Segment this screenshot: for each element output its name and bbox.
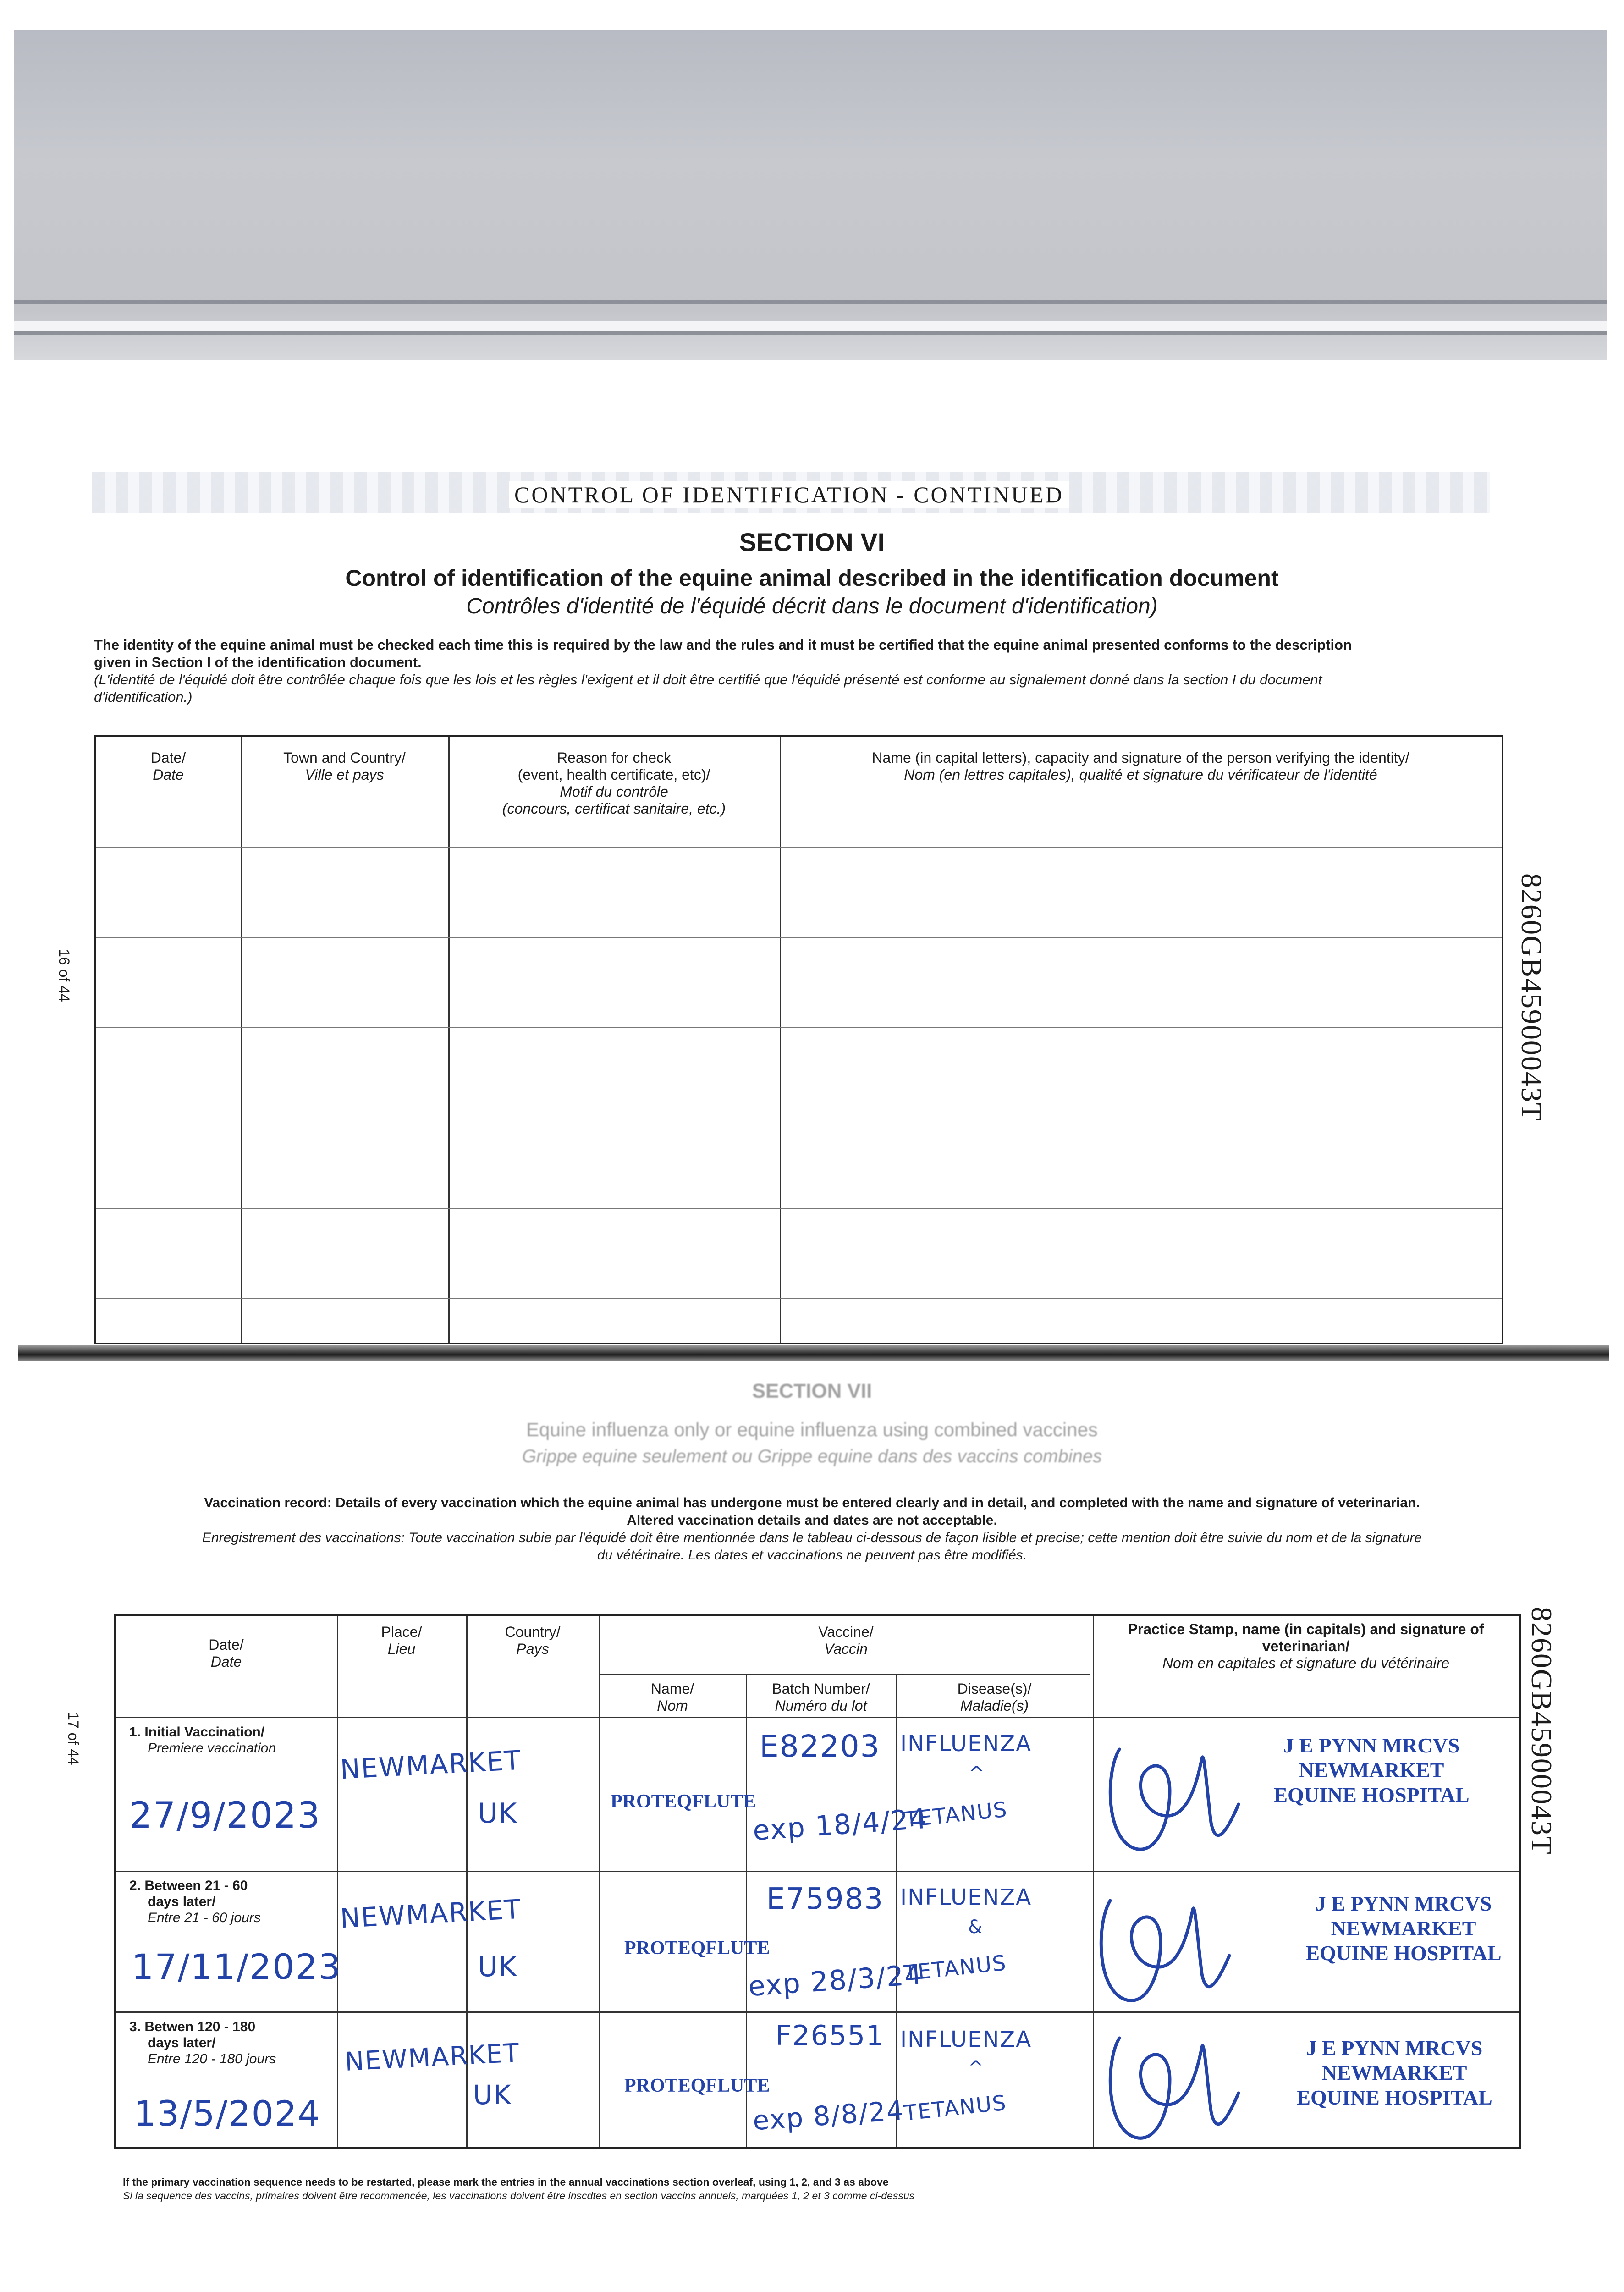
vet-stamp xyxy=(1229,1733,1514,1807)
col-header-place xyxy=(337,1624,466,1658)
row-disease-2: TETANUS xyxy=(903,1950,1008,1986)
column-divider xyxy=(337,1616,338,2147)
page-number-16: 16 of 44 xyxy=(56,949,72,1002)
col-header-reason-fr: (concours, certificat sanitaire, etc.) xyxy=(502,800,726,817)
passport-number-lower: 8260GB45900043T xyxy=(1525,1607,1558,1855)
row-divider xyxy=(116,2011,1519,2013)
col-header-stamp-fr: Nom en capitales et signature du vétérinaire xyxy=(1162,1655,1450,1671)
row-batch: E82203 xyxy=(760,1729,881,1764)
row-divider xyxy=(96,1298,1502,1299)
row-vaccine-name: PROTEQFLUTE xyxy=(624,1938,770,1959)
section-6-number: SECTION VI xyxy=(739,528,885,556)
col-header-vaccine xyxy=(599,1624,1093,1658)
vet-stamp xyxy=(1252,2036,1536,2110)
scanner-edge-line xyxy=(14,300,1607,304)
vet-stamp-line: J E PYNN MRCVS xyxy=(1283,1734,1460,1757)
row-batch: F26551 xyxy=(776,2020,885,2052)
col-header-stamp-en: veterinarian/ xyxy=(1262,1638,1350,1654)
row-expiry: exp 28/3/24 xyxy=(747,1958,924,2003)
row-vaccine-name: PROTEQFLUTE xyxy=(624,2075,770,2096)
row-label-en: days later/ xyxy=(148,2035,216,2050)
col-header-batch-en: Batch Number/ xyxy=(772,1680,870,1697)
row-divider xyxy=(116,1871,1519,1872)
column-divider xyxy=(780,737,781,1343)
row-label-en: 2. Between 21 - 60 xyxy=(129,1878,248,1893)
col-header-vaccine-en: Vaccine/ xyxy=(818,1624,874,1640)
vet-stamp-line: EQUINE HOSPITAL xyxy=(1305,1941,1502,1965)
page-number-17: 17 of 44 xyxy=(65,1712,82,1765)
intro-fr-line: Enregistrement des vaccinations: Toute vaccination subie par l'équidé doit être mentionnée dans le tableau ci-dessous de façon lisible et precise; cette mention doit être suivie du nom et de la signature xyxy=(202,1530,1422,1545)
row-label-en: 1. Initial Vaccination/ xyxy=(129,1725,265,1740)
vet-stamp-line: NEWMARKET xyxy=(1321,2061,1467,2084)
col-header-batch xyxy=(746,1680,896,1714)
row-disease-join: ^ xyxy=(968,1762,986,1785)
row-label-en: days later/ xyxy=(148,1894,216,1909)
running-head: CONTROL OF IDENTIFICATION - CONTINUED xyxy=(509,481,1069,508)
intro-fr-line: (L'identité de l'équidé doit être contrôlée chaque fois que les lois et les règles l'exigent et il doit être certifié que l'équidé présenté est conforme au signalement donné dans la section I du document xyxy=(94,672,1322,688)
row-divider xyxy=(96,1208,1502,1209)
col-header-batch-fr: Numéro du lot xyxy=(775,1697,867,1714)
scanner-shadow xyxy=(14,30,1607,360)
row-date: 13/5/2024 xyxy=(134,2093,321,2134)
row-expiry: exp 18/4/24 xyxy=(752,1802,929,1847)
row-country: UK xyxy=(478,1797,518,1829)
col-header-date-fr: Date xyxy=(153,766,184,783)
col-header-place-en: Place/ xyxy=(381,1624,422,1640)
row-place: NEWMARKET xyxy=(339,1893,523,1934)
footnote-fr: Si la sequence des vaccins, primaires doivent être recommencée, les vaccinations doivent être inscdtes en section vaccins annuels, marquées 1, 2 et 3 comme ci-dessus xyxy=(123,2190,915,2202)
vet-stamp-line: EQUINE HOSPITAL xyxy=(1296,2086,1492,2109)
row-disease-join: ^ xyxy=(968,2057,985,2078)
intro-fr-line: d'identification.) xyxy=(94,689,193,705)
row-label-en: 3. Betwen 120 - 180 xyxy=(129,2019,256,2034)
row-date: 27/9/2023 xyxy=(129,1795,321,1836)
col-header-reason-fr: Motif du contrôle xyxy=(560,783,668,800)
col-header-town xyxy=(241,749,448,783)
row-date: 17/11/2023 xyxy=(132,1946,342,1987)
row-place: NEWMARKET xyxy=(344,2038,521,2077)
col-header-vaccine-fr: Vaccin xyxy=(824,1641,868,1657)
row-label-fr: Premiere vaccination xyxy=(148,1741,276,1756)
column-divider xyxy=(241,737,242,1343)
intro-en-line: given in Section I of the identification document. xyxy=(94,654,422,670)
vet-stamp-line: J E PYNN MRCVS xyxy=(1315,1892,1492,1915)
row-divider xyxy=(96,847,1502,848)
col-header-town-fr: Ville et pays xyxy=(305,766,384,783)
vaccination-table xyxy=(114,1614,1521,2149)
row-batch: E75983 xyxy=(766,1882,884,1916)
row-disease-join: & xyxy=(968,1917,984,1938)
col-header-date-en: Date/ xyxy=(209,1636,244,1653)
row-divider xyxy=(96,937,1502,938)
passport-number-upper: 8260GB45900043T xyxy=(1515,873,1548,1122)
col-header-stamp-en: Practice Stamp, name (in capitals) and signature of xyxy=(1128,1621,1484,1637)
col-header-date xyxy=(116,1636,337,1670)
col-header-date-en: Date/ xyxy=(150,749,186,766)
row-disease-1: INFLUENZA xyxy=(900,1731,1032,1757)
row-expiry: exp 8/8/24 xyxy=(752,2094,905,2137)
row-country: UK xyxy=(473,2079,512,2110)
identity-check-table xyxy=(94,735,1503,1344)
footnote-en: If the primary vaccination sequence needs to be restarted, please mark the entries in the annual vaccinations section overleaf, using 1, 2, and 3 as above xyxy=(123,2176,889,2188)
col-header-name-fr: Nom xyxy=(657,1697,688,1714)
section-7-title: Equine influenza only or equine influenza using combined vaccines xyxy=(526,1419,1098,1440)
section-7-title-fr: Grippe equine seulement ou Grippe equine dans des vaccins combines xyxy=(522,1446,1102,1466)
section-6-title: Control of identification of the equine animal described in the identification document xyxy=(345,565,1279,591)
row-label xyxy=(129,1724,276,1756)
section-7-number: SECTION VII xyxy=(752,1380,872,1402)
col-header-vaccine-name xyxy=(599,1680,746,1714)
intro-fr-line: du vétérinaire. Les dates et vaccinations ne peuvent pas être modifiés. xyxy=(597,1548,1027,1563)
col-header-disease-fr: Maladie(s) xyxy=(960,1697,1029,1714)
row-label-fr: Entre 21 - 60 jours xyxy=(148,1910,261,1925)
intro-en-line: The identity of the equine animal must be checked each time this is required by the law and the rules and it must be certified that the equine animal presented conforms to the description xyxy=(94,637,1352,653)
col-header-country-en: Country/ xyxy=(505,1624,561,1640)
scanner-edge-highlight xyxy=(14,321,1607,331)
column-divider xyxy=(1093,1616,1094,2147)
row-label xyxy=(129,1878,261,1926)
section-6-intro xyxy=(94,636,1483,706)
col-header-date xyxy=(96,749,241,783)
row-country: UK xyxy=(478,1951,518,1983)
intro-en-line: Altered vaccination details and dates are not acceptable. xyxy=(627,1513,997,1528)
scanner-edge-line xyxy=(14,331,1607,335)
col-header-verifier-en: Name (in capital letters), capacity and signature of the person verifying the identity/ xyxy=(872,749,1409,766)
row-label-fr: Entre 120 - 180 jours xyxy=(148,2051,276,2066)
col-header-date-fr: Date xyxy=(210,1653,242,1670)
vet-stamp xyxy=(1261,1891,1546,1966)
column-divider xyxy=(448,737,450,1343)
row-divider xyxy=(96,1027,1502,1028)
section-7-intro xyxy=(0,1494,1624,1564)
col-header-verifier xyxy=(780,749,1502,783)
col-header-disease-en: Disease(s)/ xyxy=(957,1680,1032,1697)
section-6-title-fr: Contrôles d'identité de l'équidé décrit dans le document d'identification) xyxy=(466,594,1158,618)
row-place: NEWMARKET xyxy=(339,1744,523,1785)
row-disease-1: INFLUENZA xyxy=(900,1884,1032,1910)
col-header-reason xyxy=(448,749,780,817)
row-disease-2: TETANUS xyxy=(903,2090,1008,2126)
col-header-name-en: Name/ xyxy=(650,1680,694,1697)
subheader-divider xyxy=(599,1674,1090,1675)
header-bottom xyxy=(116,1717,1519,1718)
row-disease-1: INFLUENZA xyxy=(900,2027,1032,2052)
vet-stamp-line: EQUINE HOSPITAL xyxy=(1273,1783,1470,1807)
col-header-country xyxy=(466,1624,599,1658)
column-divider xyxy=(896,1674,897,2147)
row-vaccine-name: PROTEQFLUTE xyxy=(611,1791,756,1812)
col-header-stamp xyxy=(1093,1621,1519,1672)
row-disease-2: TETANUS xyxy=(903,1796,1009,1832)
row-label xyxy=(129,2019,276,2067)
vet-stamp-line: J E PYNN MRCVS xyxy=(1306,2036,1483,2060)
page-fold-shadow xyxy=(18,1345,1609,1361)
col-header-country-fr: Pays xyxy=(516,1641,549,1657)
col-header-verifier-fr: Nom (en lettres capitales), qualité et signature du vérificateur de l'identité xyxy=(904,766,1377,783)
col-header-reason-en: (event, health certificate, etc)/ xyxy=(517,766,710,783)
col-header-town-en: Town and Country/ xyxy=(283,749,406,766)
vet-stamp-line: NEWMARKET xyxy=(1299,1758,1444,1782)
intro-en-line: Vaccination record: Details of every vaccination which the equine animal has undergone must be entered clearly and in detail, and completed with the name and signature of veterinarian. xyxy=(204,1495,1420,1510)
col-header-disease xyxy=(896,1680,1093,1714)
vet-stamp-line: NEWMARKET xyxy=(1331,1917,1476,1940)
vet-signature-icon xyxy=(1101,2020,1275,2153)
vet-signature-icon xyxy=(1092,1882,1266,2015)
col-header-place-fr: Lieu xyxy=(387,1641,416,1657)
col-header-reason-en: Reason for check xyxy=(556,749,671,766)
